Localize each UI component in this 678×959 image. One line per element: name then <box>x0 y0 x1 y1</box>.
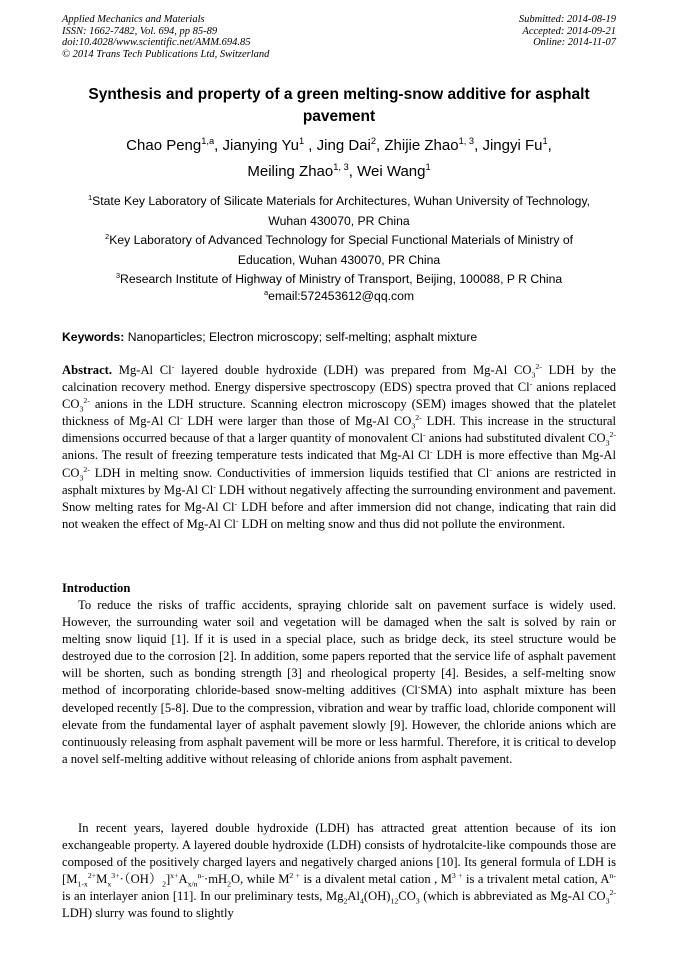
author-name: Chao Peng <box>126 137 202 154</box>
abstract-body <box>62 363 616 531</box>
abstract-text-segment: 3 <box>79 473 84 483</box>
intro-p2-text-segment: ] <box>165 872 171 887</box>
author-name: Zhijie Zhao <box>384 137 459 154</box>
author-separator: , <box>376 137 385 154</box>
affiliation-1-marker: 1 <box>87 192 93 202</box>
abstract-text-segment: anions are restricted in asphalt mixtures by Mg-Al Cl <box>62 465 616 497</box>
intro-p2-text-segment: 12 <box>390 896 399 906</box>
intro-p2-text-segment: 2+ <box>87 871 97 881</box>
intro-p2-text-segment: n- <box>609 871 617 881</box>
author-separator: , <box>547 137 552 154</box>
author-affiliation-marker: 1, 3 <box>458 136 475 146</box>
affiliation-3-marker: 3 <box>115 270 121 280</box>
abstract-text-segment: LDH by the calcination recovery method. Energy dispersive spectroscopy (EDS) spectra proved that Cl <box>62 363 617 395</box>
author-list <box>62 133 616 185</box>
affiliation-1-line-1: State Key Laboratory of Silicate Materials for Architectures, Wuhan University of Technology, <box>92 194 591 208</box>
author-affiliation-marker: 1, 3 <box>333 162 349 172</box>
accepted-date: Accepted: 2014-09-21 <box>522 25 616 37</box>
author-name: Meiling Zhao <box>247 163 334 180</box>
abstract-text-segment: LDH in melting snow. Conductivities of immersion liquids testified that Cl <box>89 465 490 480</box>
abstract-label: Abstract. <box>62 363 113 377</box>
introduction-paragraph-2 <box>62 820 616 923</box>
abstract-text-segment: - <box>429 447 433 457</box>
title-line-1: Synthesis and property of a green melting-snow additive for asphalt <box>88 86 590 103</box>
author-separator: , <box>214 137 223 154</box>
abstract-text-segment: 3 <box>411 421 416 431</box>
section-heading-introduction: Introduction <box>62 581 131 595</box>
author-name: Wei Wang <box>357 163 426 180</box>
corresponding-email <box>62 287 616 305</box>
author-name: Jianying Yu <box>222 137 299 154</box>
intro-p2-text-segment: 2 <box>343 896 348 906</box>
abstract-text-segment: 2- <box>609 430 616 440</box>
intro-p2-text-segment: 4 <box>360 896 364 906</box>
abstract-text-segment: layered double hydroxide (LDH) was prepared from Mg-Al CO <box>174 363 532 377</box>
abstract-text-segment: anions had substituted divalent CO <box>425 431 606 446</box>
author-separator: , <box>348 163 358 180</box>
intro-p2-text-segment: (which is abbreviated as Mg-Al CO <box>419 889 606 904</box>
intro-p2-text-segment: O, while M <box>231 872 290 887</box>
affiliation-1-line-2: Wuhan 430070, PR China <box>268 213 410 228</box>
abstract-text-segment: 3 <box>79 404 84 414</box>
paper-title <box>62 84 616 128</box>
email-marker: a <box>263 287 269 297</box>
copyright-line: © 2014 Trans Tech Publications Ltd, Switzerland <box>62 48 270 60</box>
abstract-text-segment: 2- <box>415 413 422 423</box>
intro-p2-text-segment: 3+ <box>111 871 120 881</box>
intro-p2-text-segment: n- <box>197 871 205 881</box>
abstract-text-segment: - <box>171 361 175 371</box>
abstract-text-segment: LDH without negatively affecting the surrounding environment and pavement. Snow melting rates for Mg-Al Cl <box>62 482 616 514</box>
abstract-text-segment: 3 <box>605 438 610 448</box>
affiliations <box>62 192 616 290</box>
author-affiliation-marker: 1 <box>298 136 305 146</box>
intro-p1-text-segment: To reduce the risks of traffic accidents, spraying chloride salt on pavement surface is widely used. However, the surrounding water soil and vegetation will be damaged when the salt is solved by rain or melting snow liquid [1]. If it is used in a special place, such as bridge deck, its steel structure would be destroyed due to the corrosion [2]. In addition, some papers reported that the service life of asphalt pavement will be shorten, such as bonding strength [3] and rheological property [4]. Besides, a self-melting snow method of incorporating chloride-based snow-melting additives (Cl <box>62 598 616 698</box>
intro-p2-text-segment: 2- <box>609 888 616 898</box>
intro-p1-text-segment: SMA) into asphalt mixture has been developed recently [5-8]. Due to the compression, vibration and wear by traffic load, chloride component will elevate from the fundamental layer of asphalt pavement slowly [9]. However, the chloride anions which are continuously releasing from asphalt pavement will be more or less harmful. Therefore, it is critical to develop a novel self-melting additive without releasing of chloride anions from asphalt pavement. <box>62 683 617 766</box>
title-line-2: pavement <box>302 108 376 125</box>
author-entry <box>126 137 222 154</box>
journal-name: Applied Mechanics and Materials <box>62 14 205 25</box>
intro-p2-text-segment: ·（OH） <box>119 872 163 887</box>
author-affiliation-marker: 2 <box>370 136 377 146</box>
intro-p2-text-segment: x+ <box>170 871 179 881</box>
author-name: Jing Dai <box>316 137 371 154</box>
intro-p1-text-segment: - <box>417 682 421 692</box>
intro-p2-text-segment: x <box>107 879 112 889</box>
intro-p2-text-segment: 2 <box>162 879 166 889</box>
keywords-label: Keywords: <box>62 330 125 344</box>
intro-p2-text-segment: is a divalent metal cation , M <box>299 872 452 887</box>
introduction-paragraph-1 <box>62 597 616 768</box>
affiliation-1 <box>62 192 616 231</box>
abstract-text-segment: - <box>529 378 533 388</box>
affiliation-2-marker: 2 <box>104 231 110 241</box>
author-separator: , <box>304 137 317 154</box>
affiliation-2-line-2: Education, Wuhan 430070, PR China <box>237 252 441 267</box>
abstract-text-segment: LDH on melting snow and thus did not pollute the environment. <box>238 516 566 531</box>
author-entry <box>384 137 482 154</box>
submitted-date: Submitted: 2014-08-19 <box>518 14 616 25</box>
intro-p2-text-segment: 3 + <box>451 871 463 881</box>
author-affiliation-marker: 1 <box>542 136 548 146</box>
author-affiliation-marker: 1 <box>425 162 431 172</box>
abstract-text-segment: - <box>423 430 426 440</box>
keywords-text: Nanoparticles; Electron microscopy; self-melting; asphalt mixture <box>124 330 478 344</box>
dates-header <box>519 14 616 49</box>
intro-p2-text-segment: (OH) <box>363 889 391 904</box>
abstract-text-segment: - <box>235 515 239 525</box>
affiliation-3-line-1: Research Institute of Highway of Ministry of Transport, Beijing, 100088, P R China <box>120 272 563 286</box>
abstract-text-segment: anions. The result of freezing temperature tests indicated that Mg-Al Cl <box>62 448 430 463</box>
author-affiliation-marker: 1,a <box>201 136 215 146</box>
intro-p2-text-segment: In recent years, layered double hydroxide (LDH) has attracted great attention because of its ion exchangeable property. A layered double hydroxide (LDH) consists of hydrotalcite-like compounds those are composed of the positively charged layers and negatively charged anions [10]. Its general formula of LDH is [M <box>62 821 616 887</box>
intro-p2-text-segment: 3 <box>415 896 420 906</box>
intro-p2-text-segment: x/n <box>187 879 198 889</box>
intro-p2-text-segment: A <box>178 872 188 887</box>
abstract-text-segment: - <box>213 481 216 491</box>
keywords <box>62 328 616 346</box>
intro-p2-text-segment: ·mH <box>204 872 228 887</box>
email-text: email:572453612@qq.com <box>268 289 415 303</box>
abstract-text-segment: anions replaced CO <box>62 380 617 412</box>
abstract-text-segment: LDH before and after immersion did not change, indicating that rain did not weaken the effect of Mg-Al Cl <box>62 499 616 531</box>
abstract-text-segment: anions in the LDH structure. Scanning electron microscopy (SEM) images showed that the platelet thickness of Mg-Al Cl <box>62 397 616 429</box>
author-name: Jingyi Fu <box>482 137 543 154</box>
author-line-1 <box>62 133 616 159</box>
intro-p2-text-segment: Al <box>347 889 361 904</box>
affiliation-2 <box>62 231 616 270</box>
author-separator: , <box>474 137 483 154</box>
author-entry <box>223 137 317 154</box>
intro-p2-text-segment: 1-x <box>77 879 88 889</box>
intro-p2-text-segment: M <box>96 872 108 887</box>
intro-p2-text-segment: 3 <box>605 896 610 906</box>
author-entry <box>482 137 551 154</box>
abstract-text-segment: LDH. This increase in the structural dimensions occurred because of that a larger quantity of monovalent Cl <box>62 414 616 446</box>
abstract-text-segment: - <box>489 464 492 474</box>
intro-p2-text-segment: LDH) slurry was found to slightly <box>62 906 234 921</box>
abstract-text-segment: - <box>234 498 238 508</box>
abstract-text-segment: 2- <box>535 361 542 371</box>
author-entry <box>357 163 431 180</box>
affiliation-2-line-1: Key Laboratory of Advanced Technology for Special Functional Materials of Ministry of <box>109 233 574 247</box>
intro-p2-text-segment: is an interlayer anion [11]. In our preliminary tests, Mg <box>62 889 344 904</box>
abstract <box>62 362 616 533</box>
issn-line: ISSN: 1662-7482, Vol. 694, pp 85-89 <box>62 25 218 37</box>
abstract-text-segment: - <box>180 413 183 423</box>
abstract-text-segment: LDH were larger than those of Mg-Al CO <box>182 414 412 429</box>
abstract-text-segment: 2- <box>83 396 90 405</box>
journal-header <box>62 14 269 60</box>
intro-p2-text-segment: CO <box>398 889 416 904</box>
intro-p2-text-segment: 2 <box>227 879 232 889</box>
author-entry <box>247 163 357 180</box>
abstract-text-segment: Mg-Al Cl <box>112 363 172 377</box>
abstract-text-segment: 3 <box>531 370 536 380</box>
author-line-2 <box>62 159 616 185</box>
online-date: Online: 2014-11-07 <box>533 37 616 48</box>
abstract-text-segment: 2- <box>83 464 90 474</box>
author-entry <box>317 137 385 154</box>
doi-line: doi:10.4028/www.scientific.net/AMM.694.85 <box>62 37 251 48</box>
intro-p2-text-segment: 2 + <box>289 871 300 881</box>
abstract-text-segment: LDH is more effective than Mg-Al CO <box>62 448 616 480</box>
intro-p2-text-segment: is a trivalent metal cation, A <box>462 872 610 887</box>
